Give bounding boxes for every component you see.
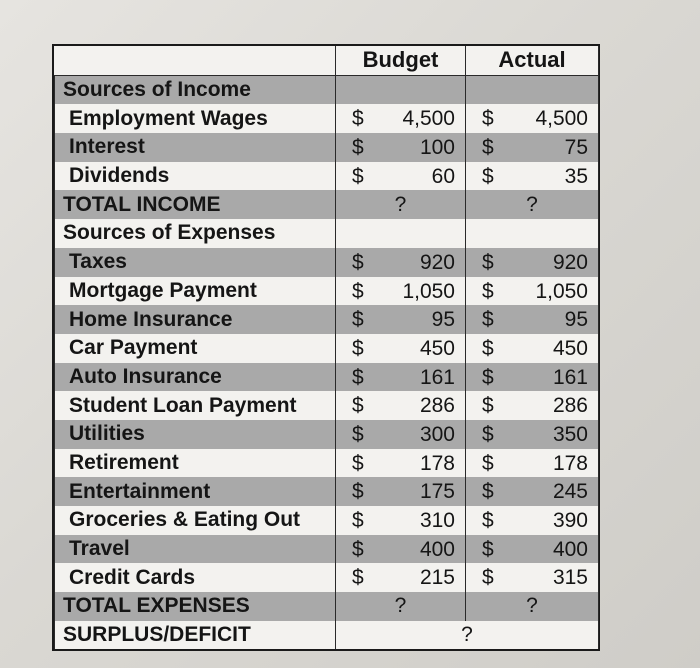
currency-symbol: $ bbox=[482, 566, 494, 590]
currency-symbol: $ bbox=[482, 279, 494, 303]
empty-cell bbox=[466, 75, 599, 104]
table-row bbox=[55, 391, 599, 420]
table-row bbox=[55, 449, 599, 478]
table-row bbox=[55, 363, 599, 392]
row-label: Retirement bbox=[55, 449, 336, 478]
amount: 310 bbox=[419, 509, 455, 532]
surplus-deficit-value: ? bbox=[336, 621, 599, 650]
empty-cell bbox=[336, 219, 466, 248]
amount: 350 bbox=[552, 422, 588, 446]
amount: 1,050 bbox=[535, 279, 588, 303]
actual-cell bbox=[466, 449, 599, 478]
actual-cell bbox=[466, 477, 599, 506]
currency-symbol: $ bbox=[352, 279, 364, 303]
row-label: SURPLUS/DEFICIT bbox=[55, 621, 336, 650]
section-row-expenses bbox=[55, 219, 599, 248]
budget-cell bbox=[336, 477, 466, 506]
amount: 215 bbox=[419, 566, 455, 590]
budget-column-header: Budget bbox=[336, 46, 466, 75]
budget-cell bbox=[336, 420, 466, 449]
amount: 450 bbox=[552, 336, 588, 360]
currency-symbol: $ bbox=[482, 136, 494, 160]
table-row bbox=[55, 104, 599, 133]
currency-symbol: $ bbox=[482, 164, 494, 188]
table-row bbox=[55, 162, 599, 191]
table-row bbox=[55, 305, 599, 334]
budget-cell bbox=[336, 248, 466, 277]
table-row bbox=[55, 133, 599, 162]
actual-cell bbox=[466, 104, 599, 133]
currency-symbol: $ bbox=[482, 509, 494, 532]
amount: 175 bbox=[419, 480, 455, 504]
row-label: Utilities bbox=[55, 420, 336, 449]
currency-symbol: $ bbox=[352, 394, 364, 418]
amount: 286 bbox=[552, 394, 588, 418]
amount: 60 bbox=[431, 164, 455, 188]
row-label: Entertainment bbox=[55, 477, 336, 506]
header-blank-cell bbox=[55, 46, 336, 75]
budget-cell bbox=[336, 563, 466, 592]
total-income-budget: ? bbox=[336, 190, 466, 219]
currency-symbol: $ bbox=[352, 451, 364, 475]
table-row bbox=[55, 334, 599, 363]
table-row bbox=[55, 277, 599, 306]
currency-symbol: $ bbox=[482, 336, 494, 360]
actual-cell bbox=[466, 334, 599, 363]
row-label: Car Payment bbox=[55, 334, 336, 363]
actual-cell bbox=[466, 535, 599, 564]
amount: 95 bbox=[431, 308, 455, 332]
actual-cell bbox=[466, 563, 599, 592]
currency-symbol: $ bbox=[352, 537, 364, 561]
budget-table bbox=[52, 44, 600, 651]
currency-symbol: $ bbox=[482, 250, 494, 274]
amount: 4,500 bbox=[535, 107, 588, 131]
currency-symbol: $ bbox=[352, 509, 364, 532]
row-label: Dividends bbox=[55, 162, 336, 191]
budget-cell bbox=[336, 535, 466, 564]
currency-symbol: $ bbox=[352, 480, 364, 504]
actual-cell bbox=[466, 277, 599, 306]
amount: 75 bbox=[564, 136, 588, 160]
currency-symbol: $ bbox=[482, 365, 494, 389]
amount: 178 bbox=[552, 451, 588, 475]
amount: 161 bbox=[552, 365, 588, 389]
budget-cell bbox=[336, 449, 466, 478]
actual-cell bbox=[466, 162, 599, 191]
currency-symbol: $ bbox=[352, 365, 364, 389]
currency-symbol: $ bbox=[482, 537, 494, 561]
amount: 1,050 bbox=[402, 279, 455, 303]
currency-symbol: $ bbox=[482, 451, 494, 475]
currency-symbol: $ bbox=[352, 250, 364, 274]
currency-symbol: $ bbox=[352, 336, 364, 360]
budget-cell bbox=[336, 162, 466, 191]
surplus-deficit-row bbox=[55, 621, 599, 650]
amount: 390 bbox=[552, 509, 588, 532]
total-expenses-budget: ? bbox=[336, 592, 466, 621]
actual-cell bbox=[466, 391, 599, 420]
currency-symbol: $ bbox=[352, 136, 364, 160]
table-row bbox=[55, 535, 599, 564]
actual-cell bbox=[466, 363, 599, 392]
currency-symbol: $ bbox=[352, 164, 364, 188]
currency-symbol: $ bbox=[352, 107, 364, 131]
row-label: Sources of Expenses bbox=[55, 219, 336, 248]
row-label: TOTAL EXPENSES bbox=[55, 592, 336, 621]
header-row bbox=[55, 46, 599, 75]
total-income-actual: ? bbox=[466, 190, 599, 219]
table-row bbox=[55, 477, 599, 506]
budget-cell bbox=[336, 506, 466, 535]
currency-symbol: $ bbox=[352, 308, 364, 332]
actual-cell bbox=[466, 305, 599, 334]
table-row bbox=[55, 506, 599, 535]
actual-cell bbox=[466, 506, 599, 535]
actual-column-header: Actual bbox=[466, 46, 599, 75]
budget-cell bbox=[336, 363, 466, 392]
amount: 286 bbox=[419, 394, 455, 418]
row-label: Sources of Income bbox=[55, 75, 336, 104]
row-label: Employment Wages bbox=[55, 104, 336, 133]
budget-cell bbox=[336, 104, 466, 133]
budget-cell bbox=[336, 277, 466, 306]
row-label: Groceries & Eating Out bbox=[55, 506, 336, 535]
currency-symbol: $ bbox=[352, 566, 364, 590]
row-label: Travel bbox=[55, 535, 336, 564]
row-label: Interest bbox=[55, 133, 336, 162]
amount: 920 bbox=[419, 250, 455, 274]
currency-symbol: $ bbox=[352, 422, 364, 446]
row-label: Credit Cards bbox=[55, 563, 336, 592]
amount: 920 bbox=[552, 250, 588, 274]
budget-cell bbox=[336, 305, 466, 334]
amount: 35 bbox=[564, 164, 588, 188]
budget-cell bbox=[336, 334, 466, 363]
table-row bbox=[55, 563, 599, 592]
table-row bbox=[55, 420, 599, 449]
currency-symbol: $ bbox=[482, 480, 494, 504]
amount: 315 bbox=[552, 566, 588, 590]
currency-symbol: $ bbox=[482, 308, 494, 332]
row-label: TOTAL INCOME bbox=[55, 190, 336, 219]
actual-cell bbox=[466, 248, 599, 277]
total-income-row bbox=[55, 190, 599, 219]
amount: 400 bbox=[552, 537, 588, 561]
row-label: Home Insurance bbox=[55, 305, 336, 334]
amount: 300 bbox=[419, 422, 455, 446]
amount: 95 bbox=[564, 308, 588, 332]
currency-symbol: $ bbox=[482, 394, 494, 418]
amount: 4,500 bbox=[402, 107, 455, 131]
empty-cell bbox=[466, 219, 599, 248]
amount: 400 bbox=[419, 537, 455, 561]
actual-cell bbox=[466, 420, 599, 449]
currency-symbol: $ bbox=[482, 107, 494, 131]
table-row bbox=[55, 248, 599, 277]
row-label: Taxes bbox=[55, 248, 336, 277]
amount: 178 bbox=[419, 451, 455, 475]
budget-cell bbox=[336, 133, 466, 162]
amount: 450 bbox=[419, 336, 455, 360]
amount: 245 bbox=[552, 480, 588, 504]
section-row-income bbox=[55, 75, 599, 104]
amount: 161 bbox=[419, 365, 455, 389]
total-expenses-row bbox=[55, 592, 599, 621]
row-label: Mortgage Payment bbox=[55, 277, 336, 306]
amount: 100 bbox=[419, 136, 455, 160]
total-expenses-actual: ? bbox=[466, 592, 599, 621]
row-label: Auto Insurance bbox=[55, 363, 336, 392]
empty-cell bbox=[336, 75, 466, 104]
actual-cell bbox=[466, 133, 599, 162]
currency-symbol: $ bbox=[482, 422, 494, 446]
budget-cell bbox=[336, 391, 466, 420]
row-label: Student Loan Payment bbox=[55, 391, 336, 420]
